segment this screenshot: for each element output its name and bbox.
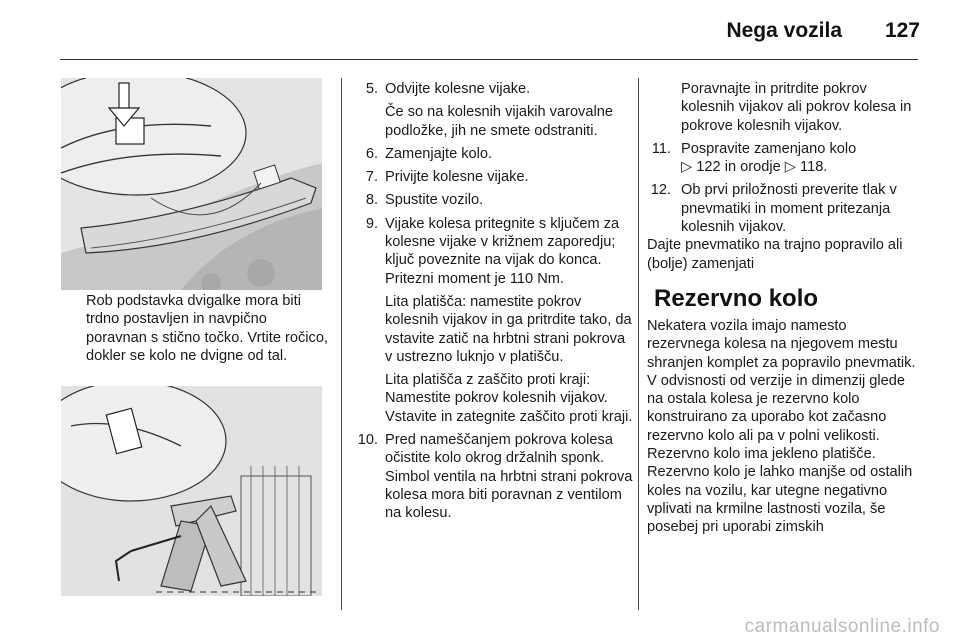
- step-number: 10.: [357, 432, 378, 449]
- step-10: [345, 431, 635, 522]
- jack-sill-illustration: [61, 78, 322, 290]
- figure-jack-alignment: [61, 78, 322, 290]
- step-subtext: Če so na kolesnih vijakih varovalne podložke, jih ne smete odstraniti.: [385, 104, 613, 139]
- page-ref-arrow-icon: ▷: [681, 159, 693, 176]
- step-number: 12.: [650, 182, 671, 199]
- step-subtext: Lita platišča z zaščito proti kraji: Namestite pokrov kolesnih vijakov. Vstavite in zategnite zaščito proti kraji.: [385, 372, 633, 425]
- steps-column-middle: [345, 80, 635, 523]
- paragraph: V odvisnosti od verzije in dimenzij glede na ostala kolesa je rezervno kolo konstruirano za uporabo kot začasno rezervno kolo ali pa v polni velikosti.: [647, 372, 905, 444]
- step-5: [345, 80, 635, 140]
- header-rule: [60, 59, 918, 60]
- page-header: [0, 0, 960, 60]
- step-number: 9.: [365, 215, 378, 232]
- step-9: [345, 215, 635, 426]
- step-text: Odvijte kolesne vijake.: [385, 81, 531, 97]
- step-subtext: Lita platišča: namestite pokrov kolesnih vijakov in ga pritrdite tako, da vstavite zatič na hrbtni strani pokrova v ustrezno luknjo v platišču.: [385, 293, 632, 365]
- header-title: Nega vozila: [726, 19, 842, 42]
- step-11: [647, 140, 922, 177]
- step-11-text: Pospravite zamenjano kolo: [681, 140, 857, 157]
- paragraph: Nekatera vozila imajo namesto rezervnega kolesa na njegovem mestu shranjen komplet za popravilo pnevmatik.: [647, 317, 916, 371]
- step-text: Zamenjajte kolo.: [385, 145, 493, 162]
- step-number: 8.: [365, 192, 378, 209]
- figure-caption: Rob podstavka dvigalke mora biti trdno postavljen in navpično poravnan s stično točko. Vrtite ročico, dokler se kolo ne dvigne od tal.: [86, 293, 328, 364]
- page-ref-arrow-icon: ▷: [784, 159, 796, 176]
- paragraph: Rezervno kolo ima jekleno platišče.: [647, 446, 876, 463]
- step-text: Spustite vozilo.: [385, 192, 484, 209]
- step-number: 5.: [365, 81, 378, 97]
- step-text: [681, 140, 922, 177]
- step-text: Privijte kolesne vijake.: [385, 169, 529, 186]
- step-number: 11.: [651, 140, 671, 157]
- step-10-continuation: [647, 80, 922, 135]
- watermark: carmanualsonline.info: [744, 616, 940, 637]
- step-text: Vijake kolesa pritegnite s ključem za kolesne vijake v križnem zaporedju; ključ poveznite na vijak do konca. Pritezni moment je 110 Nm.: [385, 215, 620, 287]
- page-ref-text: 118.: [800, 159, 828, 176]
- step-6: [345, 145, 635, 163]
- page-ref-text: 122 in orodje: [696, 159, 781, 176]
- section-heading: Rezervno kolo: [654, 284, 819, 312]
- step-subtext: Poravnajte in pritrdite pokrov kolesnih vijakov ali pokrov kolesa in pokrove kolesnih vijakov.: [681, 81, 912, 134]
- step-12: [647, 181, 922, 236]
- step-8: [345, 191, 635, 209]
- step-number: 7.: [365, 169, 378, 186]
- paragraph: Rezervno kolo je lahko manjše od ostalih koles na vozilu, kar utegne negativno vplivati na krmilne lastnosti vozila, še posebej pri uporabi zimskih: [647, 464, 913, 536]
- jack-crank-illustration: [61, 386, 322, 596]
- steps-column-right: [647, 80, 922, 537]
- figure-jack-crank: [61, 386, 322, 596]
- column-divider-1: [341, 78, 342, 610]
- column-divider-2: [638, 78, 639, 610]
- step-text: Pred nameščanjem pokrova kolesa očistite kolo okrog držalnih sponk. Simbol ventila na hrbtni strani pokrova kolesa mora biti poravnan z ventilom na kolesu.: [385, 432, 633, 522]
- page-number: 127: [884, 19, 920, 42]
- step-number: 6.: [365, 145, 378, 162]
- step-text: Ob prvi priložnosti preverite tlak v pnevmatiki in moment pritezanja kolesnih vijakov.: [681, 182, 897, 236]
- repair-note: Dajte pnevmatiko na trajno popravilo ali (bolje) zamenjati: [647, 237, 903, 272]
- step-7: [345, 168, 635, 186]
